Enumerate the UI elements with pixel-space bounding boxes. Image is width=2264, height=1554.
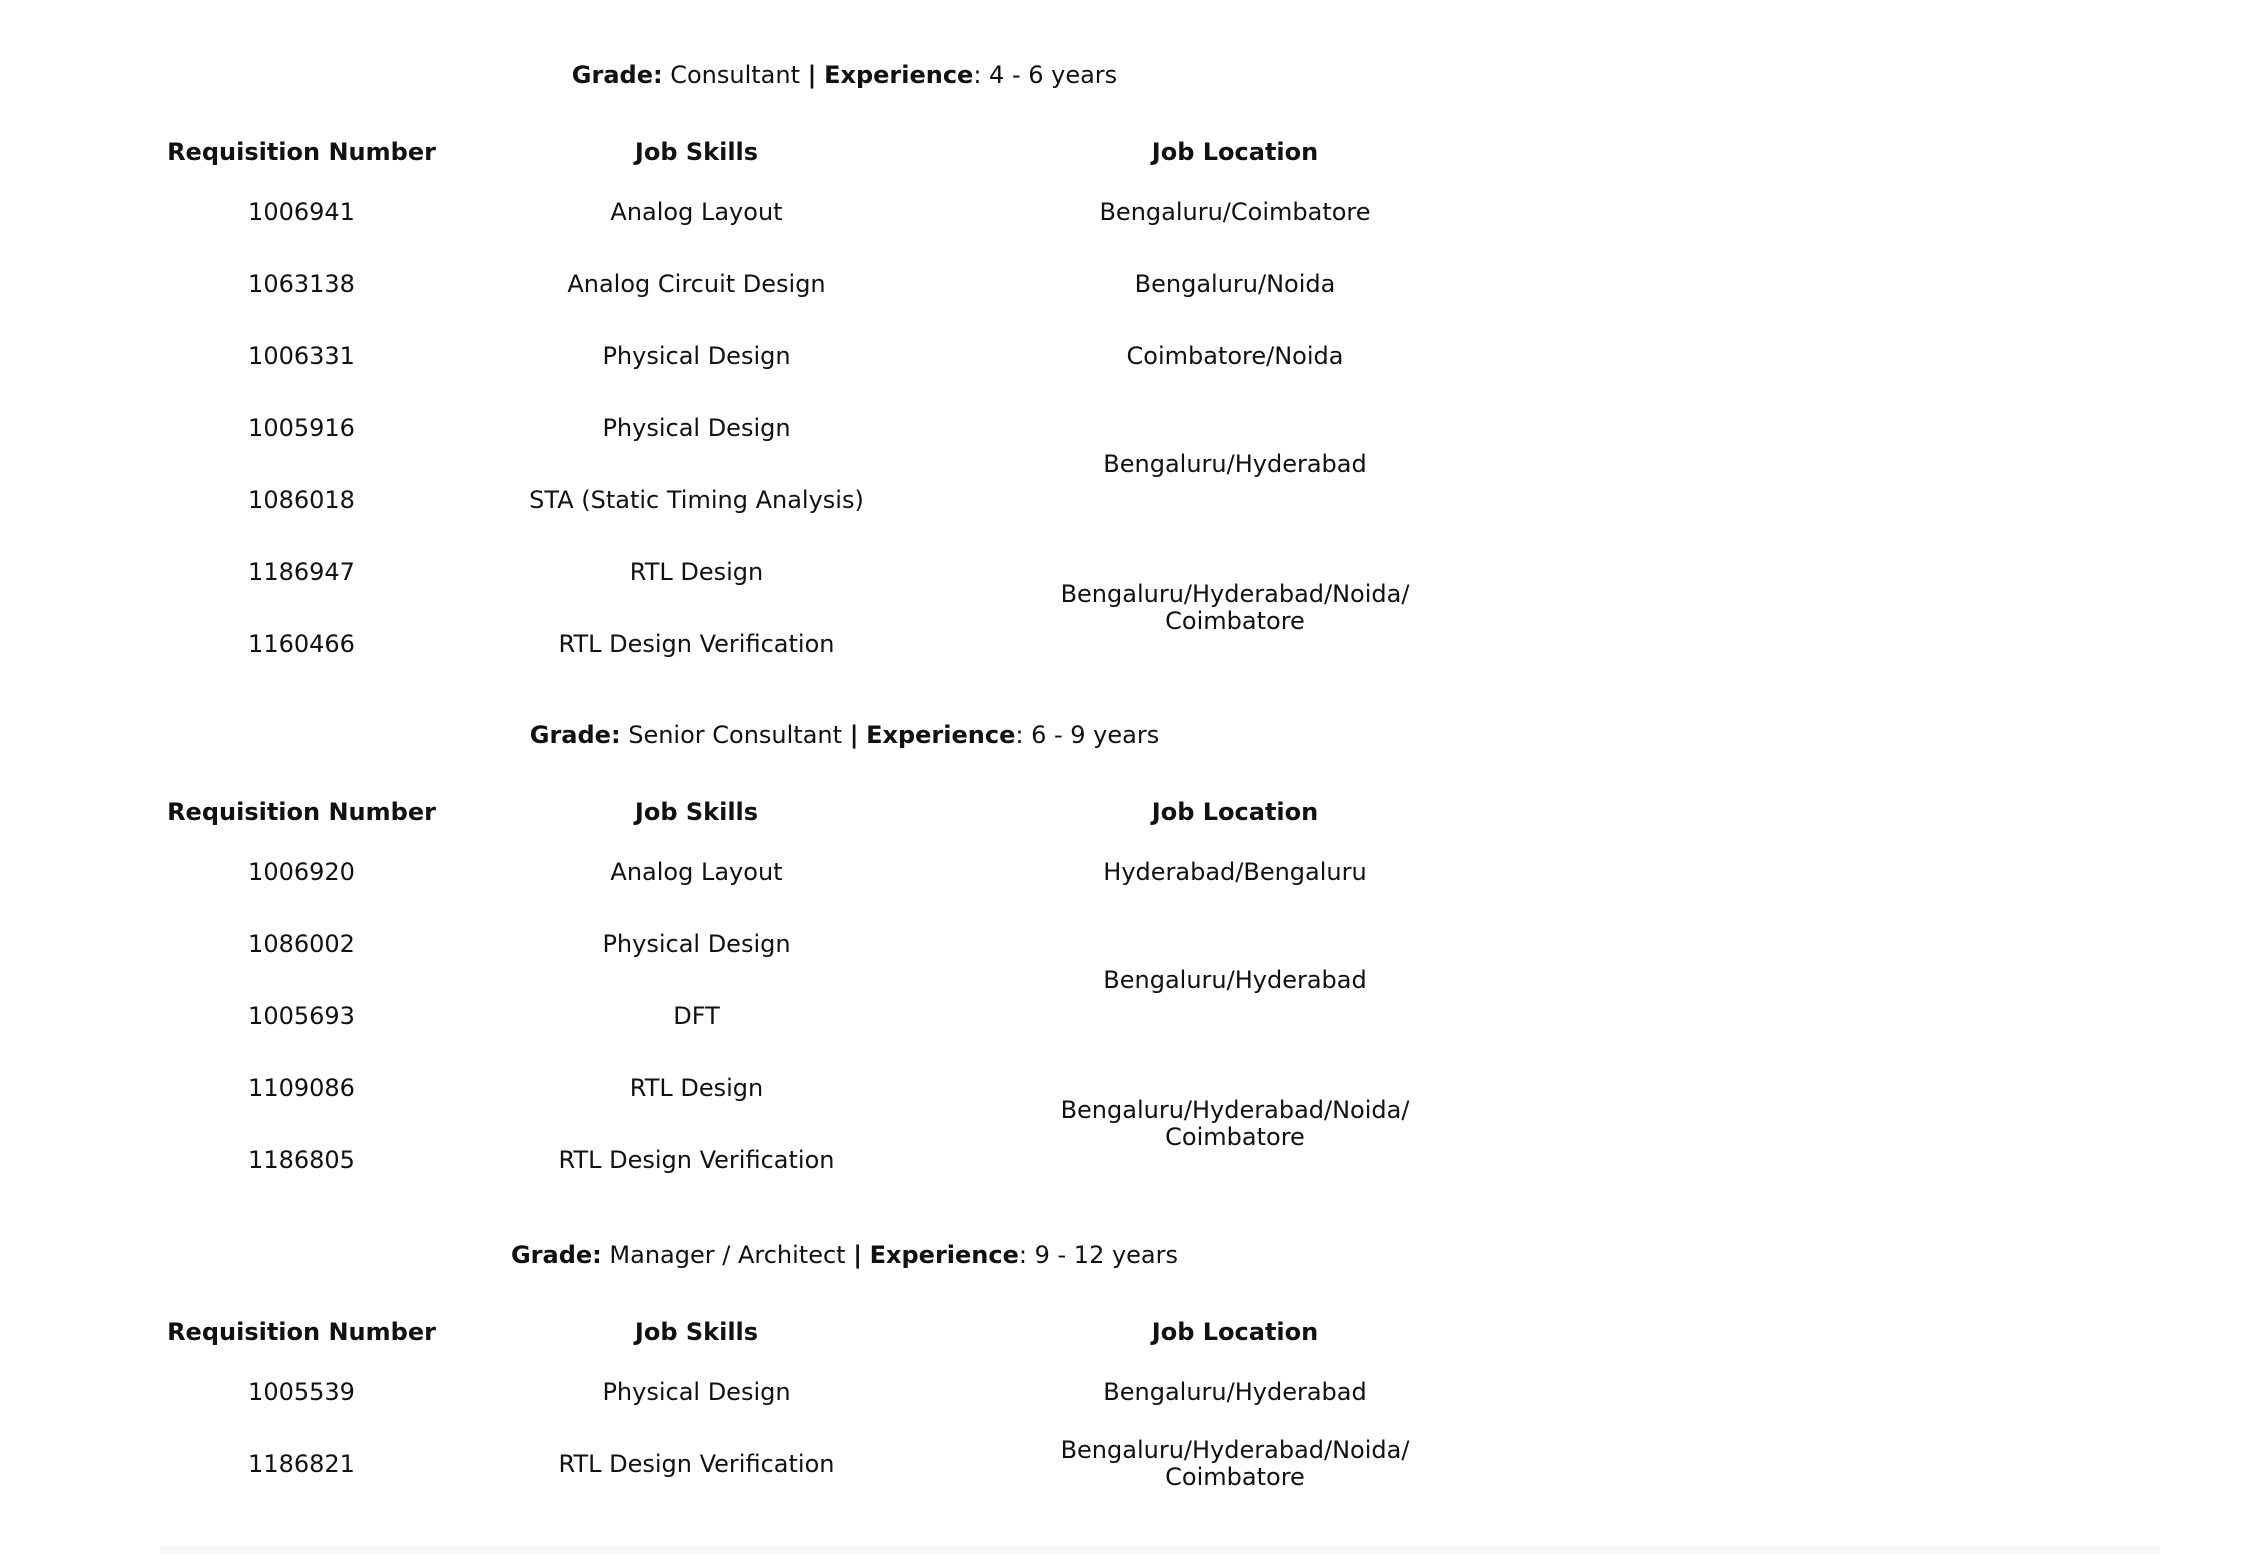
- table-row: [150, 320, 1530, 392]
- experience-label: Experience: [869, 1241, 1019, 1269]
- job-skill: Physical Design: [602, 341, 791, 370]
- job-location: Bengaluru/Hyderabad/Noida/ Coimbatore: [1060, 1096, 1410, 1151]
- job-skill: STA (Static Timing Analysis): [529, 485, 864, 514]
- header-requisition-number: Requisition Number: [167, 797, 436, 826]
- experience-value: : 9 - 12 years: [1018, 1241, 1179, 1269]
- grade-label: Grade:: [529, 721, 621, 749]
- grade-label: Grade:: [571, 61, 663, 89]
- job-skill: RTL Design: [629, 1073, 764, 1102]
- requisition-number: 1109086: [248, 1073, 355, 1102]
- experience-label: Experience: [824, 61, 974, 89]
- page-bottom-edge: [160, 1546, 2160, 1554]
- job-location: Bengaluru/Coimbatore: [1099, 197, 1371, 226]
- job-skill: Physical Design: [602, 1377, 791, 1406]
- table-row: [150, 176, 1530, 248]
- requisition-number: 1186821: [248, 1449, 355, 1478]
- table-row: [150, 1052, 1530, 1124]
- header-job-location: Job Location: [1151, 137, 1319, 166]
- grade-separator: |: [853, 1241, 862, 1269]
- header-job-skills: Job Skills: [634, 797, 759, 826]
- grade-heading: [0, 1240, 1689, 1270]
- table-row: [150, 1428, 1530, 1500]
- job-skill: RTL Design: [629, 557, 764, 586]
- job-location: Coimbatore/Noida: [1126, 341, 1344, 370]
- job-location: Bengaluru/Hyderabad/Noida/ Coimbatore: [1060, 1436, 1410, 1491]
- job-skill: Physical Design: [602, 929, 791, 958]
- job-location: Bengaluru/Hyderabad: [1103, 449, 1367, 478]
- experience-value: : 4 - 6 years: [973, 61, 1118, 89]
- job-location: Bengaluru/Hyderabad: [1103, 1377, 1367, 1406]
- grade-heading: [0, 720, 1689, 750]
- table-row: [150, 836, 1530, 908]
- grade-value: Consultant: [670, 61, 801, 89]
- job-skill: Physical Design: [602, 413, 791, 442]
- table-row: [150, 908, 1530, 980]
- requisition-number: 1005539: [248, 1377, 355, 1406]
- header-job-location: Job Location: [1151, 797, 1319, 826]
- experience-value: : 6 - 9 years: [1015, 721, 1160, 749]
- grade-separator: |: [807, 61, 817, 89]
- job-table: [150, 128, 1530, 680]
- job-table: [150, 788, 1530, 1196]
- grade-label: Grade:: [510, 1241, 602, 1269]
- job-skill: RTL Design Verification: [558, 629, 835, 658]
- requisition-number: 1086018: [248, 485, 355, 514]
- job-skill: RTL Design Verification: [558, 1145, 835, 1174]
- requisition-number: 1160466: [248, 629, 355, 658]
- grade-value: Senior Consultant: [628, 721, 843, 749]
- table-row: [150, 1356, 1530, 1428]
- header-requisition-number: Requisition Number: [167, 1317, 436, 1346]
- requisition-number: 1186947: [248, 557, 355, 586]
- requisition-number: 1186805: [248, 1145, 355, 1174]
- requisition-number: 1005916: [248, 413, 355, 442]
- requisition-number: 1063138: [248, 269, 355, 298]
- header-job-location: Job Location: [1151, 1317, 1319, 1346]
- table-header-row: [150, 128, 1530, 176]
- job-location: Bengaluru/Hyderabad/Noida/ Coimbatore: [1060, 580, 1410, 635]
- job-skill: Analog Layout: [610, 857, 783, 886]
- job-skill: DFT: [673, 1001, 720, 1030]
- requisition-number: 1006941: [248, 197, 355, 226]
- experience-label: Experience: [866, 721, 1016, 749]
- job-location: Bengaluru/Noida: [1134, 269, 1336, 298]
- header-requisition-number: Requisition Number: [167, 137, 436, 166]
- job-skill: Analog Layout: [610, 197, 783, 226]
- header-job-skills: Job Skills: [634, 137, 759, 166]
- job-skill: RTL Design Verification: [558, 1449, 835, 1478]
- requisition-number: 1086002: [248, 929, 355, 958]
- job-location: Bengaluru/Hyderabad: [1103, 965, 1367, 994]
- grade-value: Manager / Architect: [609, 1241, 846, 1269]
- requisition-number: 1006920: [248, 857, 355, 886]
- grade-separator: |: [849, 721, 859, 749]
- table-row: [150, 248, 1530, 320]
- table-row: [150, 392, 1530, 464]
- table-header-row: [150, 788, 1530, 836]
- grade-heading: [0, 60, 1689, 90]
- job-location: Hyderabad/Bengaluru: [1103, 857, 1367, 886]
- table-row: [150, 536, 1530, 608]
- requisition-number: 1006331: [248, 341, 355, 370]
- header-job-skills: Job Skills: [634, 1317, 759, 1346]
- table-header-row: [150, 1308, 1530, 1356]
- requisition-number: 1005693: [248, 1001, 355, 1030]
- job-skill: Analog Circuit Design: [567, 269, 826, 298]
- job-table: [150, 1308, 1530, 1500]
